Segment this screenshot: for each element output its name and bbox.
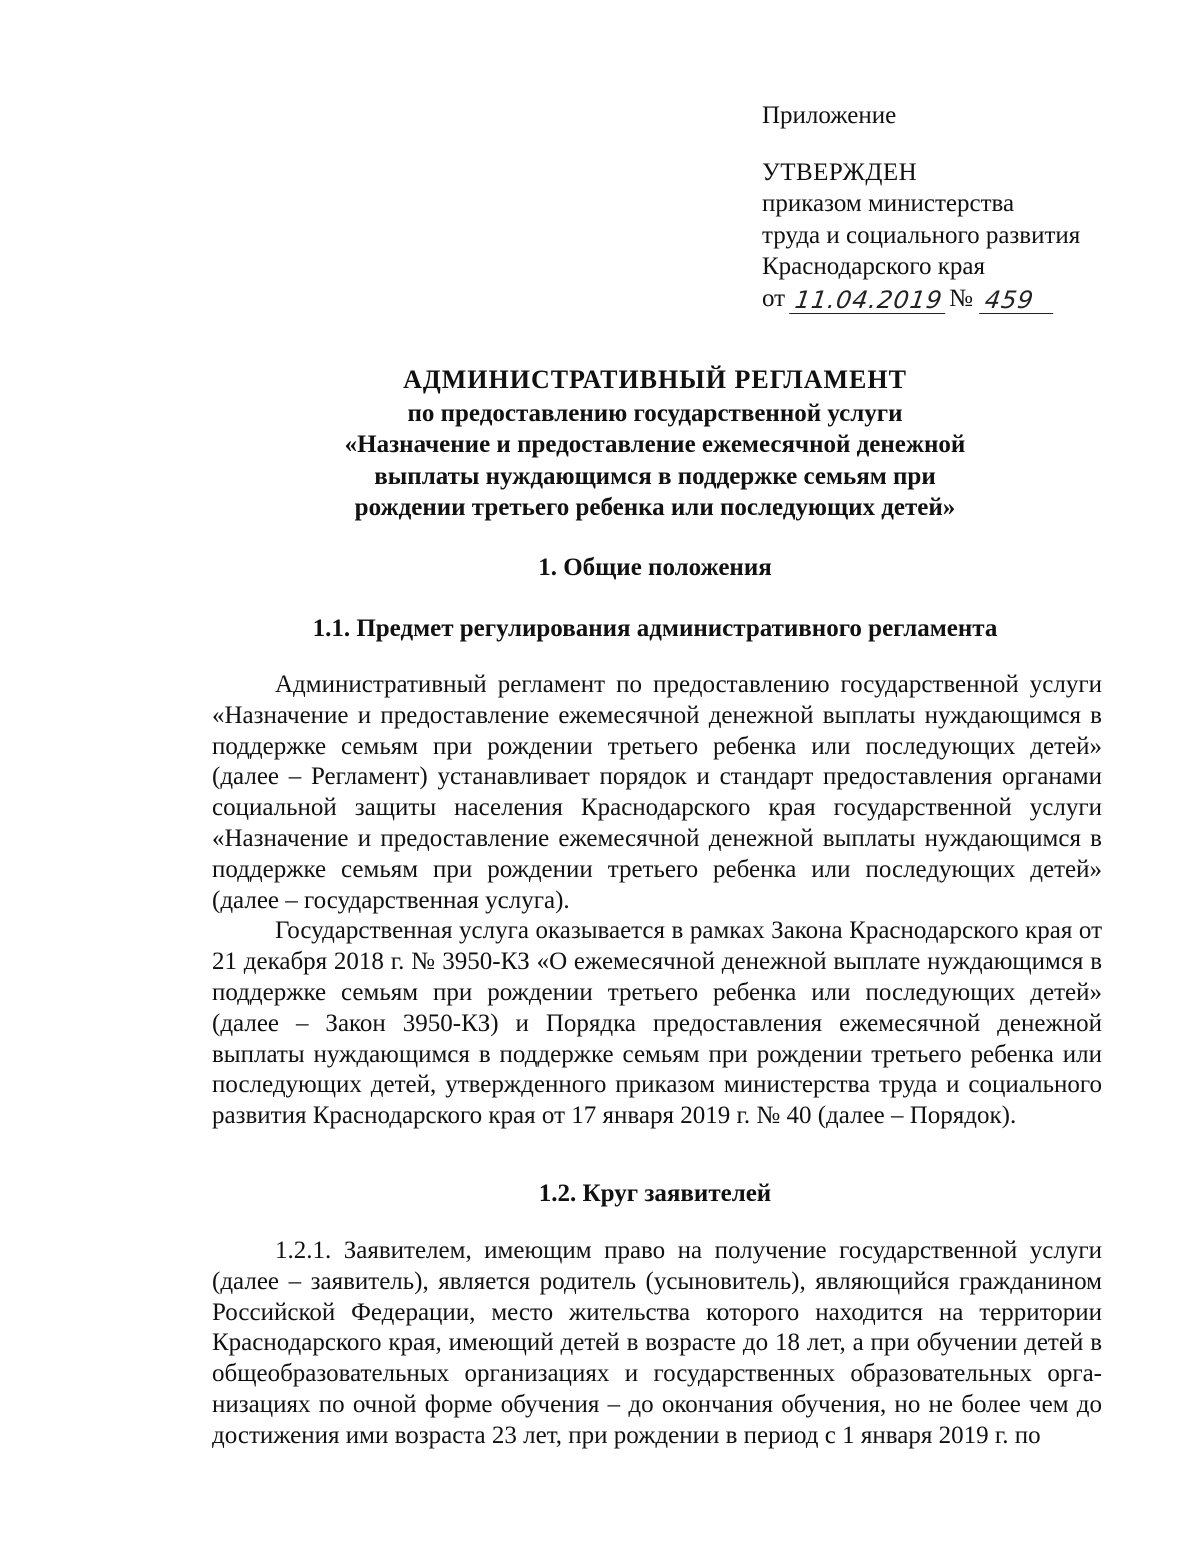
title-line-4: выплаты нуждающимся в поддержке семьям при	[374, 462, 936, 490]
handwritten-order-number: 459	[979, 287, 1057, 314]
title-line-5: рождении третьего ребенка или последующих детей»	[354, 494, 956, 521]
order-date-number-line	[762, 283, 1162, 315]
paragraph-applicant-definition: 1.2.1. Заявителем, имеющим право на получение государственной услуги (далее – заявитель), является родитель (усыновитель), являющийся гражданином Российской Федерации, место жительства которого находится на территории Краснодарского края, имеющий детей в возрасте до 18 лет, а при обучении детей в общеобразовательных организациях и государственных образовательных организациях по очной форме обучения – до окончания обучения, но не более чем до достижения ими возраста 23 лет, при рождении в период с 1 января 2019 г. по	[212, 1237, 1102, 1449]
number-label: №	[949, 284, 973, 312]
section-heading-applicants: 1.2. Круг заявителей	[538, 1180, 772, 1207]
section-1-2-body	[212, 1236, 1102, 1452]
approval-line-region: Краснодарского края	[762, 253, 985, 280]
approved-label: УТВЕРЖДЕН	[762, 158, 918, 186]
section-heading-subject: 1.1. Предмет регулирования административного регламента	[312, 615, 998, 642]
title-line-2: по предоставлению государственной услуги	[407, 399, 903, 427]
title-main: АДМИНИСТРАТИВНЫЙ РЕГЛАМЕНТ	[403, 365, 907, 394]
approval-line-ministry: труда и социального развития	[762, 221, 1081, 249]
appendix-label: Приложение	[762, 102, 897, 129]
approval-line-order: приказом министерства	[762, 190, 1015, 217]
document-title	[150, 364, 1160, 524]
section-1-1-body	[212, 670, 1102, 1132]
title-line-3: «Назначение и предоставление ежемесячной денежной	[344, 431, 966, 458]
handwritten-order-date: 11.04.2019	[789, 287, 949, 314]
paragraph-regulation: Административный регламент по предоставлению государственной услуги «Назначение и предоставление ежемесячной денежной выплаты нуждающимся в поддержке семьям при рождении третьего ребенка или последующих детей» (далее – Регламент) устанавливает порядок и стандарт предоставления органами социальной защиты населения Краснодарского края государственной услуги «Назначение и предоставление ежемесячной денежной выплаты нуждающимся в поддержке семьям при рождении третьего ребенка или последующих детей» (далее – государственная услуга).	[212, 671, 1102, 914]
approval-block	[762, 100, 1162, 314]
paragraph-law-basis: Государственная услуга оказывается в рамках Закона Краснодарского края от 21 декабря 2018 г. № 3950-КЗ «О ежемесячной денежной выплате нуждающимся в поддержке семьям при рождении третьего ребенка или последующих детей» (далее – Закон 3950-КЗ) и Порядка предоставления ежемесячной денежной выплаты нуждающимся в поддержке семьям при рождении третьего ребенка или последующих детей, утвержденного приказом министерства труда и социального развития Краснодарского края от 17 января 2019 г. № 40 (далее – Порядок).	[212, 917, 1102, 1130]
section-heading-general: 1. Общие положения	[538, 554, 772, 581]
from-label: от	[762, 284, 786, 312]
